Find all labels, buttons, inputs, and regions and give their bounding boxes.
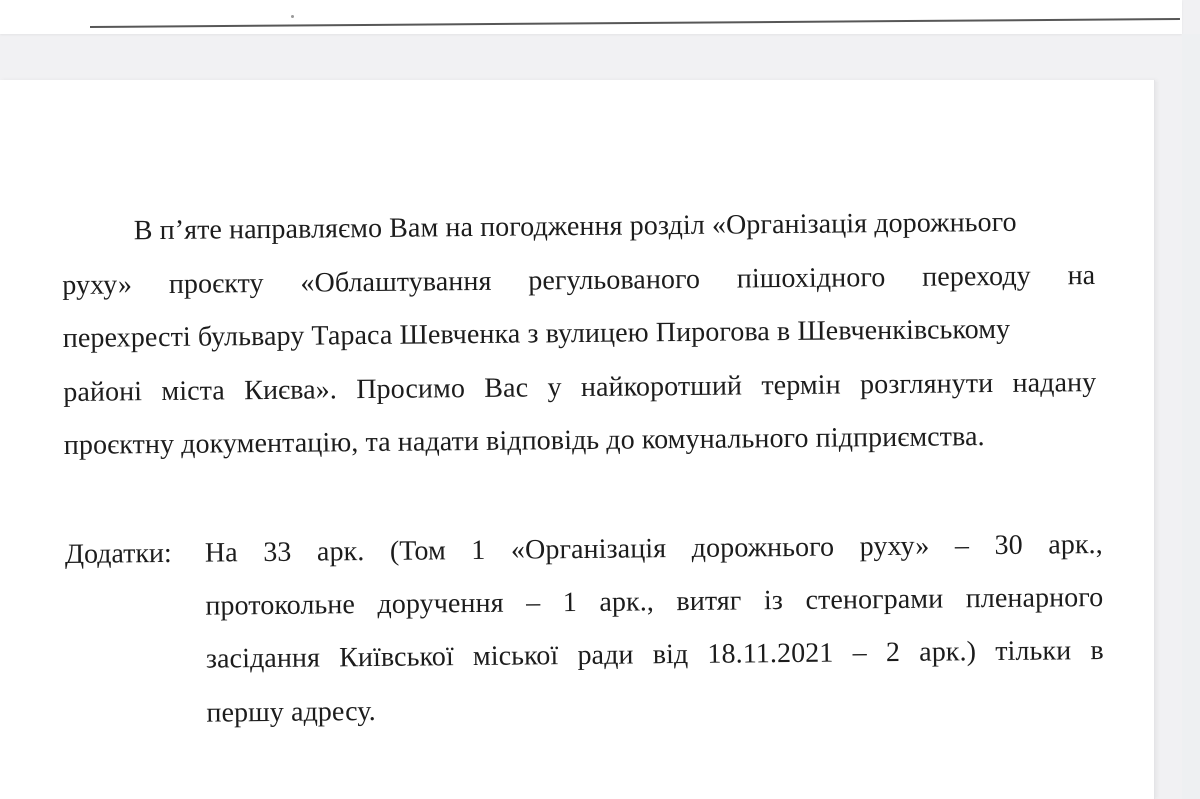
- word: стенограми: [805, 583, 944, 616]
- word: Просимо: [356, 373, 466, 406]
- word: із: [763, 585, 784, 617]
- document-page: [0, 80, 1155, 799]
- word: Вас: [484, 372, 529, 404]
- previous-page-edge: [0, 0, 1182, 34]
- word: витяг: [676, 585, 742, 618]
- attachments-line-4: першу адресу.: [206, 695, 376, 729]
- word: в: [1090, 634, 1104, 667]
- word: 30: [994, 529, 1023, 562]
- word: «Організація: [510, 533, 667, 566]
- word: Києва».: [244, 374, 338, 407]
- word: На: [204, 537, 238, 569]
- word: протокольне: [205, 589, 356, 622]
- word: ради: [577, 639, 634, 672]
- word: переходу: [922, 260, 1031, 293]
- word: –: [954, 530, 970, 562]
- attachments-label: Додатки:: [64, 537, 172, 570]
- word: 1: [562, 587, 578, 619]
- word: 33: [263, 536, 292, 569]
- attachments-line-1: [205, 529, 1103, 570]
- page-border-line: [90, 18, 1180, 28]
- word: регульованого: [528, 263, 701, 297]
- word: арк.,: [1048, 528, 1103, 561]
- word: Київської: [339, 641, 454, 674]
- word: –: [852, 637, 867, 669]
- word: найкоротший: [580, 370, 743, 403]
- word: засідання: [205, 642, 321, 675]
- attachments-line-3: [206, 635, 1104, 676]
- paragraph-line-2: [62, 260, 1095, 302]
- word: тільки: [995, 635, 1072, 668]
- word: –: [525, 587, 541, 619]
- word: розглянути: [859, 368, 994, 401]
- word: (Том: [389, 535, 446, 567]
- word: 2: [885, 636, 901, 669]
- paragraph-line-4: [63, 367, 1096, 409]
- scroll-gutter[interactable]: [1182, 34, 1200, 799]
- word: на: [1067, 260, 1096, 292]
- word: проєкту: [168, 268, 264, 300]
- word: пішохідного: [736, 262, 886, 295]
- word: 1: [471, 534, 486, 567]
- word: арк.: [316, 536, 365, 568]
- word: руху»: [859, 530, 930, 563]
- word: від: [652, 638, 689, 671]
- paragraph-line-5: проєктну документацію, та надати відповідь до комунального підприємства.: [63, 421, 985, 461]
- word: міської: [472, 640, 559, 673]
- word: арк.): [919, 636, 977, 668]
- word: пленарного: [965, 581, 1104, 615]
- paragraph-line-3: перехресті бульвару Тараса Шевченка з вулицею Пирогова в Шевченківському: [62, 313, 1011, 354]
- word: 18.11.2021: [707, 637, 834, 670]
- word: арк.,: [599, 586, 655, 618]
- word: у: [547, 372, 562, 404]
- document-content: [0, 80, 1155, 799]
- word: термін: [761, 369, 841, 402]
- paragraph-line-1: В п’яте направляємо Вам на погодження розділ «Організація дорожнього: [133, 206, 1017, 247]
- word: доручення: [377, 587, 504, 620]
- attachments-line-2: [205, 582, 1103, 623]
- word: руху»: [62, 269, 133, 301]
- scan-speck: [291, 15, 294, 18]
- word: районі: [63, 376, 143, 408]
- word: міста: [161, 375, 226, 408]
- word: «Облаштування: [300, 265, 492, 299]
- word: надану: [1012, 367, 1097, 399]
- word: дорожнього: [691, 531, 835, 564]
